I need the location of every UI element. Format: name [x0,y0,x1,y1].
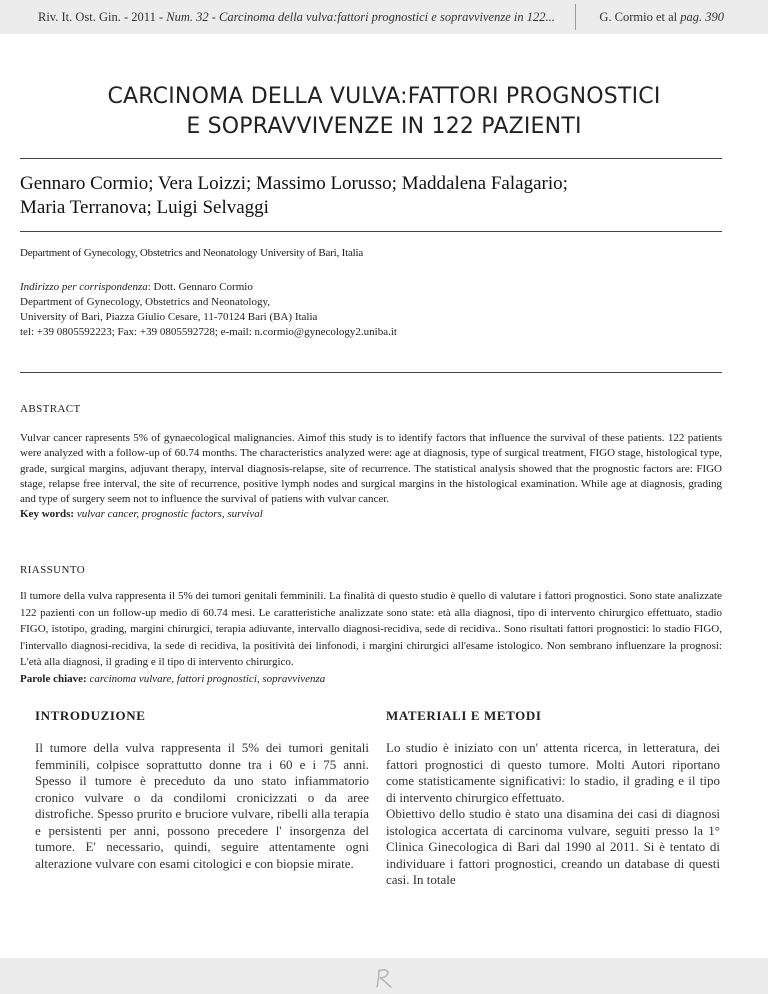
correspondence-name: : Dott. Gennaro Cormio [147,281,253,293]
correspondence-block [20,280,740,340]
keywords: vulvar cancer, prognostic factors, survival [76,508,263,521]
article-title [60,82,708,142]
running-head-journal [38,10,555,25]
parole-chiave: carcinoma vulvare, fattori prognostici, sopravvivenza [89,672,326,685]
running-header [0,0,768,34]
title-line-2: E SOPRAVVIVENZE IN 122 PAZIENTI [186,114,582,139]
correspondence-address: University of Bari, Piazza Giulio Cesare, 11-70124 Bari (BA) Italia [20,311,318,323]
title-rule [20,158,722,159]
riassunto-heading: RIASSUNTO [20,564,86,576]
correspondence-dept: Department of Gynecology, Obstetrics and Neonatology, [20,296,270,308]
correspondence-contact: tel: +39 0805592223; Fax: +39 0805592728; e-mail: n.cormio@gynecology2.uniba.it [20,326,397,338]
riassunto-text: Il tumore della vulva rappresenta il 5% dei tumori genitali femminili. La finalità di questo studio è quello di valutare i fattori prognostici. Sono state analizzate 122 pazienti con un follow-up medio di 60.74 mesi. Le caratteristiche analizzate sono state: età alla diagnosi, tipo di intervento chirurgico effettuato, stadio FIGO, istotipo, grading, margini chirurgici, terapia adiuvante, intervallo diagnosi-recidiva, sede di recidiva.. Sono risultati fattori prognostici: lo stadio FIGO, l'intervallo diagnosi-recidiva, la sede di recidiva, la positività dei linfonodi, i margini chirurgici all'esame istologico. Non sembrano influenzare la prognosi: L'età alla diagnosi, il grading e il tipo di intervento chirurgico. [20,590,722,668]
title-line-1: CARCINOMA DELLA VULVA:FATTORI PROGNOSTICI [107,84,661,109]
abstract-text: Vulvar cancer rapresents 5% of gynaecological malignancies. Aimof this study is to identify factors that influence the survival of these patients. 122 patients were analyzed with a follow-up of 60.74 months. The characteristics analyzed were: age at diagnosis, type of surgical treatment, FIGO stage, histological type, grade, surgical margins, adjuvant therapy, interval diagnosis-relapse, site of recurrence. The statistical analysis showed that the prognostic factors are: FIGO stage, relapse free interval, the site of recurrence, positive lymph nodes and surgical margins in the histological examination. While age at diagnosis, grading and type of surgery seem not to influence the survival of patiens with vulvar cancer. [20,432,722,506]
running-head-author [599,10,724,25]
abstract-rule [20,372,722,373]
page-label: pag. [680,10,703,24]
authors-line-2: Maria Terranova; Luigi Selvaggi [20,197,269,218]
journal-logo-icon [372,966,396,990]
header-divider [575,4,576,30]
parole-chiave-label: Parole chiave: [20,672,87,685]
materiali-body [386,740,720,889]
keywords-label: Key words: [20,508,75,521]
introduzione-text: Il tumore della vulva rappresenta il 5% dei tumori genitali femminili, colpisce soprattutto donne tra i 60 e i 75 anni. Spesso il tumore è preceduto da uno stato infiammatorio cronico vulvare o da condilomi cronicizzati o da aree distrofiche. Spesso prurito e bruciore vulvare, ribelli alla terapia e persistenti per anni, possono precedere l' insorgenza del tumore. E' necessario, quindi, seguire attentamente ogni alterazione vulvare con esami citologici e con biopsie mirate. [35,740,369,871]
journal-citation: Riv. It. Ost. Gin. - 2011 - [38,10,164,24]
authors-line-1: Gennaro Cormio; Vera Loizzi; Massimo Lorusso; Maddalena Falagario; [20,173,568,194]
author-list [20,172,722,220]
abstract-body [20,431,722,523]
abstract-heading: ABSTRACT [20,403,81,415]
correspondence-label: Indirizzo per corrispondenza [20,281,148,293]
materiali-heading: MATERIALI E METODI [386,708,542,723]
riassunto-body [20,588,722,687]
page-number: 390 [705,10,724,24]
issue-title: Num. 32 - Carcinoma della vulva:fattori prognostici e sopravvivenze in 122... [166,10,555,24]
introduzione-heading: INTRODUZIONE [35,708,146,723]
materiali-para-2: Obiettivo dello studio è stato una disamina dei casi di diagnosi istologica accertata di carcinoma vulvare, seguiti presso la 1° Clinica Ginecologica di Bari dal 1990 al 2011. Si è tentato di individuare i fattori prognostici, creando un database di questi casi. In totale [386,806,720,887]
materiali-para-1: Lo studio è iniziato con un' attenta ricerca, in letteratura, dei fattori prognostici di questo tumore. Molti Autori riportano come statisticamente significativi: lo stadio, il grading e il tipo di intervento chirurgico effettuato. [386,740,720,805]
author-short: G. Cormio et al [599,10,678,24]
authors-rule [20,231,722,232]
affiliation: Department of Gynecology, Obstetrics and Neonatology University of Bari, Italia [20,247,364,259]
